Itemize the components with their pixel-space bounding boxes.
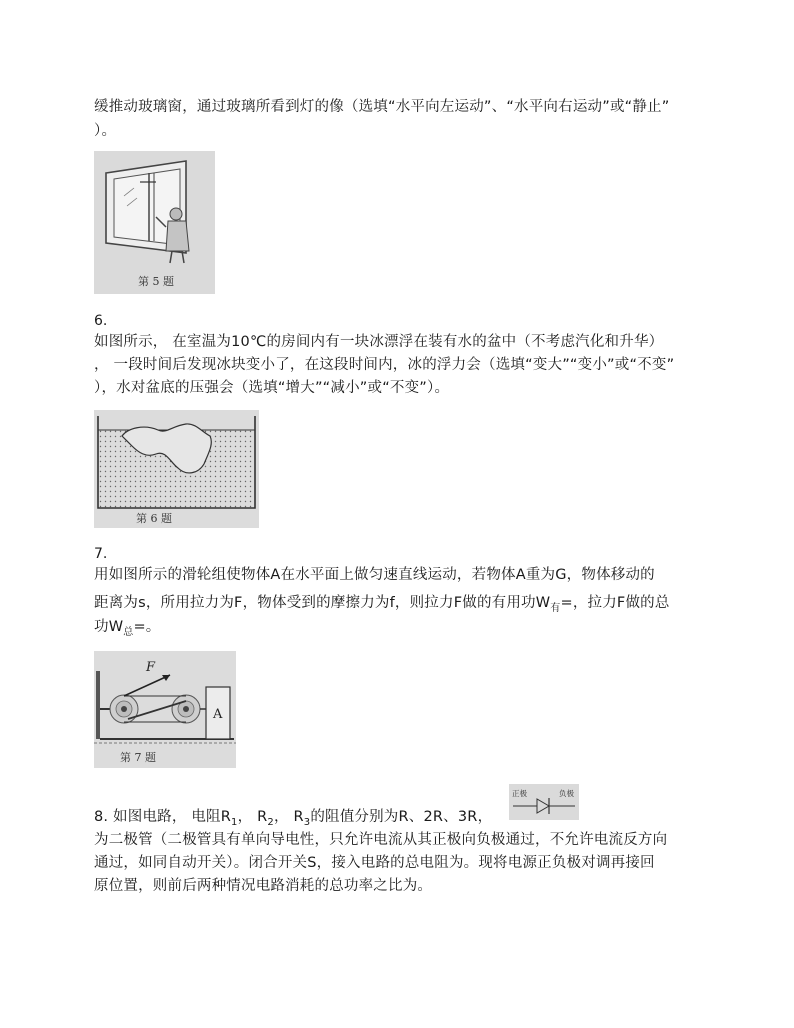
q7-text-line3 — [94, 615, 161, 638]
q8-text-line1 — [94, 805, 492, 828]
q8-r2-sub: 2 — [267, 816, 274, 828]
q7-block-label: A — [213, 707, 223, 722]
q7-force-label: F — [146, 660, 156, 675]
q7-line3-pre: 功W — [94, 619, 124, 635]
q7-figure — [94, 651, 236, 768]
q8-line1-tail: 的阻值分别为R、2R、3R， — [310, 809, 493, 825]
q8-diode-negative-label: 负极 — [559, 789, 574, 798]
q5-text-line1: 缓推动玻璃窗，通过玻璃所看到灯的像（选填“水平向左运动”、“水平向右运动”或“静止” — [94, 99, 670, 115]
q7-caption: 第 7 题 — [120, 751, 156, 764]
q8-line1-pre: 8. 如图电路， 电阻R — [94, 809, 232, 825]
q7-line2-tail: =，拉力F做的总 — [560, 595, 670, 611]
q7-number: 7. — [94, 546, 108, 562]
q8-text-line4: 原位置，则前后两种情况电路消耗的总功率之比为。 — [94, 878, 433, 894]
q7-useful-work-sub: 有 — [550, 602, 561, 614]
q7-text-line2 — [94, 591, 670, 614]
q6-text-line3: ），水对盆底的压强会（选填“增大”“减小”或“不变”）。 — [94, 380, 450, 396]
q6-text-line2: ， 一段时间后发现冰块变小了，在这段时间内，冰的浮力会（选填“变大”“变小”或“不变” — [94, 357, 675, 373]
q7-line2-main: 距离为s，所用拉力为F，物体受到的摩擦力为f，则拉力F做的有用功W — [94, 595, 551, 611]
q6-text-line1: 如图所示， 在室温为10℃的房间内有一块冰漂浮在装有水的盆中（不考虑汽化和升华） — [94, 334, 664, 350]
q8-text-line3: 通过，如同自动开关）。闭合开关S，接入电路的总电阻为。现将电源正负极对调再接回 — [94, 855, 655, 871]
q5-figure — [94, 151, 215, 294]
q8-diode-figure — [509, 784, 579, 820]
q6-figure — [94, 410, 259, 528]
q7-line3-tail: =。 — [133, 619, 161, 635]
q6-number: 6. — [94, 313, 108, 329]
q8-sep2: ， R — [273, 809, 304, 825]
q7-text-line1: 用如图所示的滑轮组使物体A在水平面上做匀速直线运动，若物体A重为G，物体移动的 — [94, 567, 655, 583]
q5-text-line2: ）。 — [94, 123, 117, 139]
q8-text-line2: 为二极管（二极管具有单向导电性，只允许电流从其正极向负极通过，不允许电流反方向 — [94, 832, 668, 848]
q6-caption: 第 6 题 — [136, 512, 172, 525]
q8-r1-sub: 1 — [231, 816, 238, 828]
q5-caption: 第 5 题 — [138, 275, 174, 288]
q8-diode-positive-label: 正极 — [512, 789, 527, 798]
q8-r3-sub: 3 — [303, 816, 311, 828]
q7-total-work-sub: 总 — [123, 626, 134, 638]
q8-sep1: ， R — [237, 809, 268, 825]
